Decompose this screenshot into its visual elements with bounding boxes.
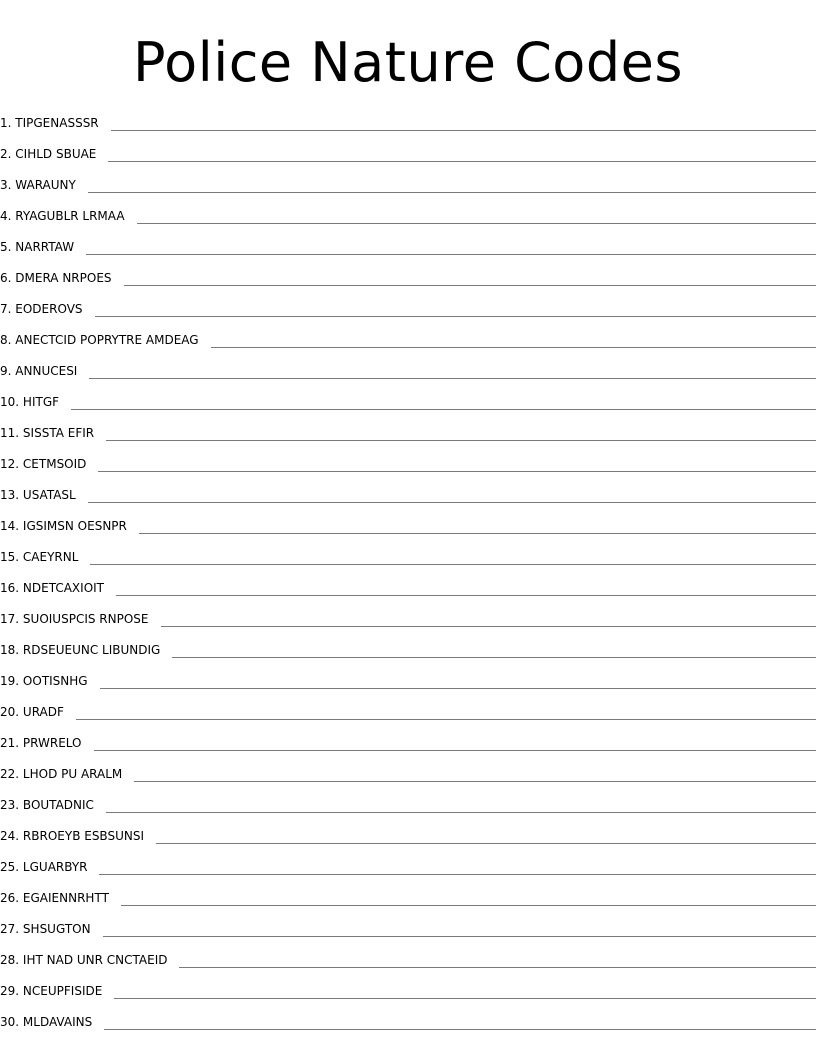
item-number: 3. xyxy=(0,178,12,192)
list-item xyxy=(0,602,816,633)
list-item xyxy=(0,292,816,323)
list-item xyxy=(0,230,816,261)
answer-line xyxy=(172,657,816,658)
answer-line xyxy=(89,378,816,379)
answer-line xyxy=(88,502,816,503)
list-item xyxy=(0,509,816,540)
item-number: 27. xyxy=(0,922,20,936)
scrambled-word-label xyxy=(0,333,211,347)
scrambled-word-label xyxy=(0,767,134,781)
scrambled-word: PRWRELO xyxy=(22,736,82,750)
list-item xyxy=(0,912,816,943)
list-item xyxy=(0,323,816,354)
scrambled-word-label xyxy=(0,984,114,998)
scrambled-word: RDSEUEUNC LIBUNDIG xyxy=(22,643,161,657)
scrambled-word: EODEROVS xyxy=(15,302,83,316)
answer-line xyxy=(156,843,816,844)
scrambled-word-label xyxy=(0,395,71,409)
scrambled-word: BOUTADNIC xyxy=(22,798,94,812)
answer-line xyxy=(116,595,816,596)
scrambled-word: LHOD PU ARALM xyxy=(22,767,123,781)
item-number: 2. xyxy=(0,147,12,161)
item-number: 16. xyxy=(0,581,20,595)
list-item xyxy=(0,819,816,850)
scrambled-word-label xyxy=(0,891,121,905)
scrambled-word: CAEYRNL xyxy=(22,550,79,564)
scrambled-word-label xyxy=(0,147,108,161)
answer-line xyxy=(99,874,816,875)
list-item xyxy=(0,664,816,695)
item-number: 13. xyxy=(0,488,20,502)
answer-line xyxy=(108,161,816,162)
scrambled-word: EGAIENNRHTT xyxy=(22,891,109,905)
scrambled-word-label xyxy=(0,209,137,223)
scrambled-word: SHSUGTON xyxy=(22,922,91,936)
scrambled-word-label xyxy=(0,426,106,440)
scrambled-word: RYAGUBLR LRMAA xyxy=(15,209,125,223)
scrambled-word: NARRTAW xyxy=(15,240,75,254)
scrambled-word-label xyxy=(0,364,89,378)
scrambled-word: IHT NAD UNR CNCTAEID xyxy=(22,953,168,967)
list-item xyxy=(0,850,816,881)
item-number: 22. xyxy=(0,767,20,781)
scrambled-word-label xyxy=(0,736,94,750)
list-item xyxy=(0,354,816,385)
scrambled-word-label xyxy=(0,612,161,626)
scrambled-word: HITGF xyxy=(22,395,60,409)
item-number: 20. xyxy=(0,705,20,719)
scrambled-word-label xyxy=(0,705,76,719)
answer-line xyxy=(100,688,816,689)
answer-line xyxy=(124,285,816,286)
scrambled-word-label xyxy=(0,581,116,595)
item-number: 25. xyxy=(0,860,20,874)
list-item xyxy=(0,788,816,819)
list-item xyxy=(0,881,816,912)
item-number: 23. xyxy=(0,798,20,812)
list-item xyxy=(0,757,816,788)
scrambled-word: CIHLD SBUAE xyxy=(15,147,97,161)
item-number: 14. xyxy=(0,519,20,533)
item-number: 15. xyxy=(0,550,20,564)
list-item xyxy=(0,571,816,602)
scrambled-word: SISSTA EFIR xyxy=(22,426,95,440)
item-number: 4. xyxy=(0,209,12,223)
list-item xyxy=(0,943,816,974)
list-item xyxy=(0,974,816,1005)
scrambled-word-label xyxy=(0,178,88,192)
answer-line xyxy=(161,626,816,627)
scrambled-word: ANNUCESI xyxy=(15,364,78,378)
page-title: Police Nature Codes xyxy=(133,31,683,94)
list-item xyxy=(0,199,816,230)
scrambled-word: CETMSOID xyxy=(22,457,87,471)
item-number: 21. xyxy=(0,736,20,750)
scrambled-word-label xyxy=(0,240,86,254)
answer-line xyxy=(76,719,816,720)
answer-line xyxy=(106,440,816,441)
answer-line xyxy=(94,750,816,751)
list-item xyxy=(0,168,816,199)
item-number: 7. xyxy=(0,302,12,316)
item-number: 10. xyxy=(0,395,20,409)
answer-line xyxy=(98,471,816,472)
item-number: 17. xyxy=(0,612,20,626)
scrambled-word: SUOIUSPCIS RNPOSE xyxy=(22,612,149,626)
scrambled-word-label xyxy=(0,953,179,967)
answer-line xyxy=(95,316,816,317)
scrambled-word: RBROEYB ESBSUNSI xyxy=(22,829,144,843)
answer-line xyxy=(86,254,816,255)
scrambled-word-label xyxy=(0,457,98,471)
scrambled-word-label xyxy=(0,829,156,843)
scrambled-word-label xyxy=(0,922,103,936)
item-number: 6. xyxy=(0,271,12,285)
list-item xyxy=(0,261,816,292)
scrambled-word-label xyxy=(0,271,124,285)
scrambled-word: NCEUPFISIDE xyxy=(22,984,103,998)
scrambled-word-label xyxy=(0,674,100,688)
answer-line xyxy=(88,192,816,193)
answer-line xyxy=(104,1029,816,1030)
answer-line xyxy=(139,533,816,534)
list-item xyxy=(0,695,816,726)
scrambled-word: NDETCAXIOIT xyxy=(22,581,105,595)
list-item xyxy=(0,385,816,416)
scrambled-word-label xyxy=(0,798,106,812)
scrambled-word: LGUARBYR xyxy=(22,860,88,874)
scrambled-word: MLDAVAINS xyxy=(22,1015,93,1029)
list-item xyxy=(0,633,816,664)
list-item xyxy=(0,447,816,478)
item-number: 1. xyxy=(0,116,12,130)
scrambled-word-label xyxy=(0,1015,104,1029)
item-number: 30. xyxy=(0,1015,20,1029)
answer-line xyxy=(179,967,816,968)
scrambled-word-label xyxy=(0,860,99,874)
item-number: 29. xyxy=(0,984,20,998)
scrambled-word: USATASL xyxy=(22,488,76,502)
item-number: 19. xyxy=(0,674,20,688)
scrambled-word-label xyxy=(0,550,90,564)
list-item xyxy=(0,478,816,509)
answer-line xyxy=(71,409,816,410)
scrambled-word-label xyxy=(0,302,95,316)
item-number: 26. xyxy=(0,891,20,905)
scrambled-word: DMERA NRPOES xyxy=(15,271,112,285)
answer-line xyxy=(114,998,816,999)
answer-line xyxy=(121,905,816,906)
word-scramble-list xyxy=(0,106,816,1036)
item-number: 24. xyxy=(0,829,20,843)
item-number: 12. xyxy=(0,457,20,471)
answer-line xyxy=(111,130,816,131)
list-item xyxy=(0,137,816,168)
scrambled-word-label xyxy=(0,519,139,533)
item-number: 8. xyxy=(0,333,12,347)
list-item xyxy=(0,416,816,447)
item-number: 9. xyxy=(0,364,12,378)
scrambled-word: URADF xyxy=(22,705,64,719)
scrambled-word: WARAUNY xyxy=(15,178,76,192)
item-number: 28. xyxy=(0,953,20,967)
answer-line xyxy=(137,223,816,224)
list-item xyxy=(0,540,816,571)
list-item xyxy=(0,726,816,757)
answer-line xyxy=(211,347,816,348)
scrambled-word: ANECTCID POPRYTRE AMDEAG xyxy=(15,333,199,347)
scrambled-word-label xyxy=(0,643,172,657)
scrambled-word: IGSIMSN OESNPR xyxy=(22,519,127,533)
scrambled-word: OOTISNHG xyxy=(22,674,88,688)
list-item xyxy=(0,106,816,137)
answer-line xyxy=(103,936,816,937)
scrambled-word-label xyxy=(0,116,111,130)
item-number: 5. xyxy=(0,240,12,254)
item-number: 18. xyxy=(0,643,20,657)
scrambled-word: TIPGENASSSR xyxy=(15,116,99,130)
item-number: 11. xyxy=(0,426,20,440)
answer-line xyxy=(90,564,816,565)
answer-line xyxy=(134,781,816,782)
list-item xyxy=(0,1005,816,1036)
answer-line xyxy=(106,812,816,813)
scrambled-word-label xyxy=(0,488,88,502)
